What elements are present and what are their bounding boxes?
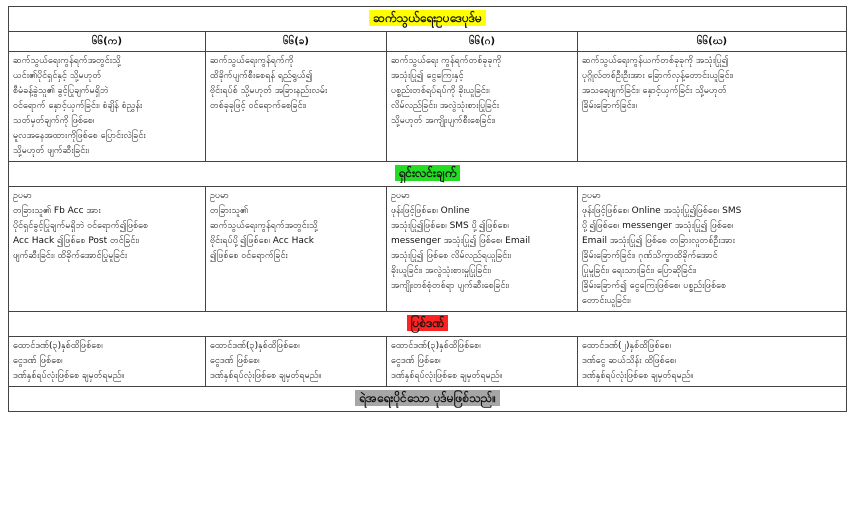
- example-line: ၍ဖြစ်စေ ဝင်ရောက်ခြင်း: [210, 251, 288, 261]
- example-cell-ga: [387, 187, 578, 312]
- definition-cell-gha: [578, 52, 847, 162]
- penalty-line: ငွေဒဏ် ဖြစ်စေ၊: [210, 356, 260, 366]
- example-line: တခြားသူ၏ Fb Acc အား: [13, 206, 101, 216]
- example-line: ဥပမာ: [391, 191, 410, 201]
- penalty-heading: ပြစ်ဒဏ်: [407, 315, 449, 331]
- definition-line: ဆက်သွယ်ရေးကွန်ရက်အတွင်းသို့: [13, 56, 121, 66]
- definition-line: ယင်း၏ပိုင်ရှင်နှင့် သို့မဟုတ်: [13, 71, 102, 81]
- definition-line: ခြိမ်းခြောက်ခြင်း။: [582, 101, 637, 111]
- penalty-line: ထောင်ဒဏ်(၃)နှစ်ထိဖြစ်စေ၊: [391, 341, 481, 351]
- example-line: ဖုန်းဖြင့်ဖြစ်စေ၊ Online: [391, 206, 470, 216]
- definition-line: အသရေဖျက်ခြင်း၊ နှောင့်ယှက်ခြင်း သို့မဟုတ်: [582, 86, 727, 96]
- penalty-cell-ka: [9, 337, 206, 387]
- column-header-ga: ၆၆(ဂ): [387, 32, 578, 52]
- table-title: ဆက်သွယ်ရေးဥပဒေပုဒ်မ: [369, 10, 486, 26]
- penalty-line: ထောင်ဒဏ်(၂)နှစ်ထိဖြစ်စေ၊: [582, 341, 671, 351]
- example-cell-gha: [578, 187, 847, 312]
- footer-cell: [9, 387, 847, 412]
- column-header-ka: ၆၆(က): [9, 32, 206, 52]
- definition-line: ဝင်ရောက် နှောင့်ယှက်ခြင်း၊ စံချိန် စံညွှန်း: [13, 101, 143, 111]
- definition-line: ဆက်သွယ်ရေး ကွန်ရက်တစ်ခုခုကို: [391, 56, 502, 66]
- example-cell-ka: [9, 187, 206, 312]
- penalty-line: ထောင်ဒဏ်(၃)နှစ်ထိဖြစ်စေ၊: [210, 341, 300, 351]
- definition-line: စီမံခန့်ခွဲသူ၏ ခွင့်ပြုချက်မရှိဘဲ: [13, 86, 109, 96]
- law-table: [8, 6, 847, 412]
- penalty-cell-gha: [578, 337, 847, 387]
- footer-note: ရဲအရေးပိုင်သော ပုဒ်မဖြစ်သည်။: [355, 390, 500, 406]
- penalty-line: ဒဏ်နှစ်ရပ်လုံးဖြစ်စေ ချမှတ်ရမည်။: [391, 371, 503, 381]
- example-line: Email အသုံးပြု၍ ဖြစ်စေ တခြားလူတစ်ဦးအား: [582, 236, 735, 246]
- definitions-row: [9, 52, 847, 162]
- column-header-gha: ၆၆(ဃ): [578, 32, 847, 52]
- example-line: အကျိုးတစ်စုံတစ်ရာ ပျက်ဆီးစေခြင်း၊: [391, 281, 510, 291]
- definition-line: ပစ္စည်းတစ်ရပ်ရပ်ကို ခိုးယူခြင်း၊: [391, 86, 490, 96]
- example-line: ပို့၍ဖြစ်စေ၊ messenger အသုံးပြု၍ ဖြစ်စေ၊: [582, 221, 734, 231]
- definition-cell-kha: [206, 52, 387, 162]
- definition-line: ဆက်သွယ်ရေးကွန်ယက်တစ်ခုခုကို အသုံးပြု၍: [582, 56, 729, 66]
- example-line: ဥပမာ: [13, 191, 32, 201]
- example-line: ဥပမာ: [210, 191, 229, 201]
- example-line: ဆက်သွယ်ရေးကွန်ရက်အတွင်းသို့: [210, 221, 318, 231]
- explanation-heading: ရှင်းလင်းချက်: [395, 165, 461, 181]
- definition-line: သို့မဟုတ် အကျိုးပျက်စီးစေခြင်း၊: [391, 116, 496, 126]
- penalty-cell-kha: [206, 337, 387, 387]
- example-line: ဗိုင်းရပ်ပို့၍ဖြစ်စေ၊ Acc Hack: [210, 236, 315, 246]
- law-table-container: [8, 6, 846, 412]
- example-line: တခြားသူ၏: [210, 206, 249, 216]
- definition-line: ပုဂ္ဂိုလ်တစ်ဦးဦးအား ခြောက်လှန့်တောင်းယူခြင်း၊: [582, 71, 734, 81]
- example-line: အသုံးပြု၍ဖြစ်စေ၊ SMS ပို့၍ဖြစ်စေ၊: [391, 221, 509, 231]
- definition-line: ထိခိုက်ပျက်စီးစေရန် ရည်ရွယ်၍: [210, 71, 313, 81]
- definition-cell-ga: [387, 52, 578, 162]
- definition-line: မူလအနေအထားကိုဖြစ်စေ ပြောင်းလဲခြင်း: [13, 131, 146, 141]
- penalty-line: ဒဏ်နှစ်ရပ်လုံးဖြစ်စေ ချမှတ်ရမည်။: [13, 371, 125, 381]
- definition-line: ဗိုင်းရပ်စ် သို့မဟုတ် အခြားနည်းလမ်း: [210, 86, 328, 96]
- penalties-row: [9, 337, 847, 387]
- example-line: ပြုမူခြင်း၊ ရေးသားခြင်း၊ ပြောဆိုခြင်း၊: [582, 266, 697, 276]
- penalty-line: ဒဏ်နှစ်ရပ်လုံးဖြစ်စေ ချမှတ်ရမည်။: [582, 371, 694, 381]
- example-line: ပိုင်ရှင်ခွင့်ပြုချက်မရှိဘဲ ဝင်ရောက်၍ဖြစ်စေ: [13, 221, 149, 231]
- example-line: ဥပမာ: [582, 191, 601, 201]
- example-line: တောင်းယူခြင်း၊: [582, 296, 631, 306]
- example-line: ခိုးယူခြင်း၊ အလွဲသုံးစားမှုပြုခြင်း၊: [391, 266, 492, 276]
- definition-line: သတ်မှတ်ချက်ကို ဖြစ်စေ၊: [13, 116, 95, 126]
- example-line: Acc Hack ၍ဖြစ်စေ Post တင်ခြင်း၊: [13, 236, 140, 246]
- definition-line: တစ်ခုခုဖြင့် ဝင်ရောက်စေခြင်း၊: [210, 101, 307, 111]
- penalty-header-cell: [9, 312, 847, 337]
- penalty-line: ဒဏ်ငွေ ဆယ်သိန်း ထိဖြစ်စေ၊: [582, 356, 677, 366]
- explanation-header-cell: [9, 162, 847, 187]
- penalty-line: ဒဏ်နှစ်ရပ်လုံးဖြစ်စေ ချမှတ်ရမည်။: [210, 371, 322, 381]
- definition-line: အသုံးပြု၍ ငွေကြေးနှင့်: [391, 71, 464, 81]
- example-line: ခြိမ်းခြောက်၍ ငွေကြေးဖြစ်စေ၊ ပစ္စည်းဖြစ်စေ: [582, 281, 727, 291]
- title-cell: [9, 7, 847, 32]
- definition-cell-ka: [9, 52, 206, 162]
- penalty-line: ငွေဒဏ် ဖြစ်စေ၊: [391, 356, 441, 366]
- example-line: ဖျက်ဆီးခြင်း၊ ထိခိုက်အောင်ပြုမူခြင်း: [13, 251, 128, 261]
- definition-line: ဆက်သွယ်ရေးကွန်ရက်ကို: [210, 56, 294, 66]
- definition-line: လိမ်လည်ခြင်း၊ အလွဲသုံးစားပြုခြင်း: [391, 101, 500, 111]
- examples-row: [9, 187, 847, 312]
- definition-line: သို့မဟုတ် ဖျက်ဆီးခြင်း၊: [13, 146, 89, 156]
- example-line: messenger အသုံးပြု၍ ဖြစ်စေ၊ Email: [391, 236, 531, 246]
- example-line: အသုံးပြု၍ ဖြစ်စေ လိမ်လည်ရယူခြင်း၊: [391, 251, 511, 261]
- penalty-cell-ga: [387, 337, 578, 387]
- example-line: ခြိမ်းခြောက်ခြင်း၊ ဂုဏ်သိက္ခာထိခိုက်အောင်: [582, 251, 718, 261]
- penalty-line: ငွေဒဏ် ဖြစ်စေ၊: [13, 356, 63, 366]
- example-cell-kha: [206, 187, 387, 312]
- example-line: ဖုန်းဖြင့်ဖြစ်စေ၊ Online အသုံးပြု၍ဖြစ်စေ၊ SMS: [582, 206, 742, 216]
- column-header-kha: ၆၆(ခ): [206, 32, 387, 52]
- penalty-line: ထောင်ဒဏ်(၃)နှစ်ထိဖြစ်စေ၊: [13, 341, 103, 351]
